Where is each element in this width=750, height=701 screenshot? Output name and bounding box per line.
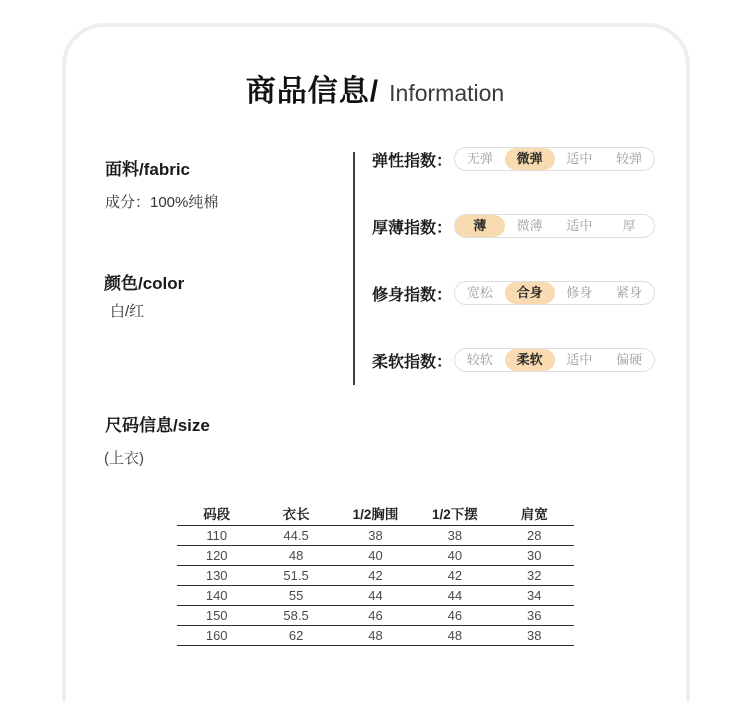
size-cell: 51.5 xyxy=(256,565,335,585)
size-col-header: 肩宽 xyxy=(495,502,574,525)
index-label: 厚薄指数： xyxy=(372,219,453,237)
index-option: 较软 xyxy=(466,352,493,367)
size-cell: 44 xyxy=(415,585,494,605)
index-scale xyxy=(454,281,655,305)
size-cell: 55 xyxy=(256,585,335,605)
color-heading: 颜色/color xyxy=(104,274,185,293)
index-option: 较弹 xyxy=(616,151,643,166)
size-col-header: 1/2胸围 xyxy=(336,502,415,525)
size-col-header: 1/2下摆 xyxy=(415,502,494,525)
index-option: 紧身 xyxy=(616,285,643,300)
size-cell: 46 xyxy=(415,605,494,625)
page-title xyxy=(0,66,750,110)
fabric-composition: 成分：100%纯棉 xyxy=(105,194,219,211)
size-cell: 28 xyxy=(495,525,574,545)
size-cell: 62 xyxy=(256,625,335,645)
size-cell: 48 xyxy=(415,625,494,645)
index-row-1 xyxy=(372,214,655,238)
index-option-active: 合身 xyxy=(505,282,555,304)
index-label: 柔软指数： xyxy=(372,353,453,371)
size-col-header: 衣长 xyxy=(256,502,335,525)
size-table xyxy=(177,502,574,646)
size-cell: 32 xyxy=(495,565,574,585)
color-value: 白/红 xyxy=(110,303,145,320)
size-cell: 38 xyxy=(336,525,415,545)
size-cell: 160 xyxy=(177,625,256,645)
size-table-row xyxy=(177,545,574,565)
index-scale xyxy=(454,348,655,372)
size-cell: 58.5 xyxy=(256,605,335,625)
index-scale xyxy=(454,214,655,238)
index-option-active: 薄 xyxy=(455,215,505,237)
size-cell: 48 xyxy=(256,545,335,565)
index-option-active: 柔软 xyxy=(505,349,555,371)
size-cell: 34 xyxy=(495,585,574,605)
fabric-heading: 面料/fabric xyxy=(105,160,191,179)
size-table-header-row xyxy=(177,502,574,525)
size-cell: 120 xyxy=(177,545,256,565)
size-cell: 38 xyxy=(495,625,574,645)
index-row-0 xyxy=(372,147,655,171)
index-option: 适中 xyxy=(566,352,593,367)
page-title-en: Information xyxy=(389,80,505,106)
size-cell: 44.5 xyxy=(256,525,335,545)
size-cell: 130 xyxy=(177,565,256,585)
index-option: 无弹 xyxy=(466,151,493,166)
index-option: 适中 xyxy=(566,151,593,166)
size-cell: 110 xyxy=(177,525,256,545)
size-cell: 40 xyxy=(336,545,415,565)
index-option: 偏硬 xyxy=(616,352,643,367)
index-option: 宽松 xyxy=(466,285,493,300)
size-cell: 140 xyxy=(177,585,256,605)
size-cell: 40 xyxy=(415,545,494,565)
size-table-row xyxy=(177,565,574,585)
index-label: 修身指数： xyxy=(372,286,453,304)
index-label: 弹性指数： xyxy=(372,152,453,170)
index-row-3 xyxy=(372,348,655,372)
size-cell: 38 xyxy=(415,525,494,545)
index-option-active: 微弹 xyxy=(505,148,555,170)
size-cell: 42 xyxy=(336,565,415,585)
size-cell: 48 xyxy=(336,625,415,645)
size-cell: 30 xyxy=(495,545,574,565)
size-table-row xyxy=(177,625,574,645)
size-note: (上衣) xyxy=(104,450,144,467)
section-divider xyxy=(353,152,355,385)
index-list xyxy=(372,147,655,415)
index-option: 微薄 xyxy=(516,218,543,233)
index-option: 修身 xyxy=(566,285,593,300)
page-title-zh: 商品信息/ xyxy=(245,75,380,108)
size-table-row xyxy=(177,605,574,625)
size-cell: 36 xyxy=(495,605,574,625)
index-option: 适中 xyxy=(566,218,593,233)
index-row-2 xyxy=(372,281,655,305)
size-cell: 44 xyxy=(336,585,415,605)
size-cell: 46 xyxy=(336,605,415,625)
size-heading: 尺码信息/size xyxy=(105,416,210,435)
size-cell: 42 xyxy=(415,565,494,585)
size-table-row xyxy=(177,525,574,545)
size-col-header: 码段 xyxy=(177,502,256,525)
size-cell: 150 xyxy=(177,605,256,625)
index-scale xyxy=(454,147,655,171)
size-table-row xyxy=(177,585,574,605)
index-option: 厚 xyxy=(622,218,636,233)
